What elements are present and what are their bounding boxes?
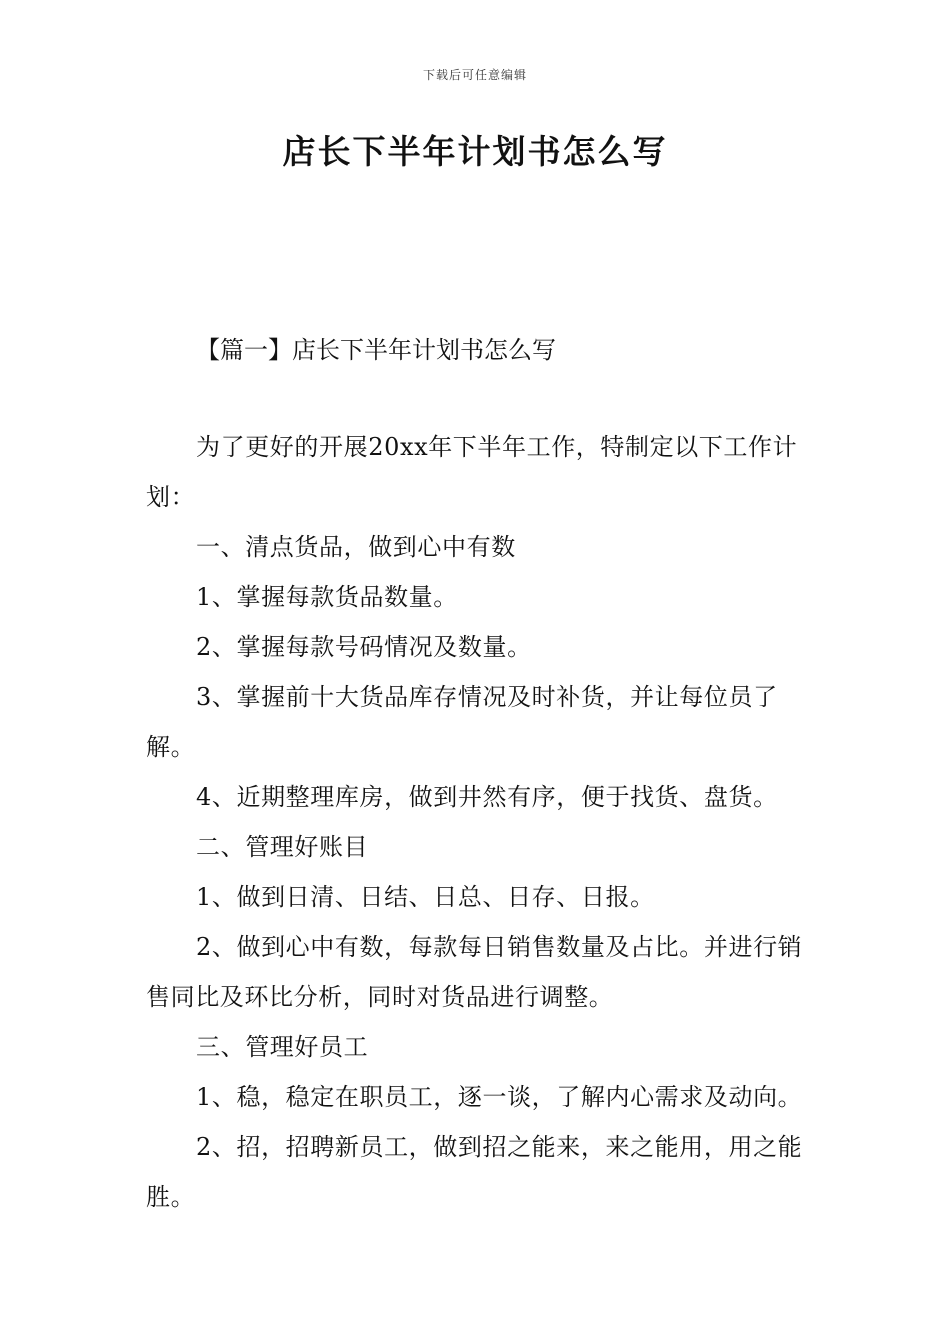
paragraph-item: 2、招，招聘新员工，做到招之能来，来之能用，用之能胜。 [146, 1133, 803, 1211]
paragraph-intro: 为了更好的开展20xx年下半年工作，特制定以下工作计划： [146, 433, 798, 511]
paragraph-heading-2: 二、管理好账目 [196, 833, 369, 861]
paragraph-item: 3、掌握前十大货品库存情况及时补货，并让每位员了解。 [146, 683, 778, 761]
paragraph-item: 2、做到心中有数，每款每日销售数量及占比。并进行销售同比及环比分析，同时对货品进行调整。 [146, 933, 803, 1011]
header-note: 下载后可任意编辑 [422, 68, 527, 82]
document-title: 店长下半年计划书怎么写 [282, 132, 668, 171]
paragraph-item: 1、做到日清、日结、日总、日存、日报。 [196, 883, 655, 911]
body-text [146, 422, 810, 1222]
paragraph-item: 2、掌握每款号码情况及数量。 [196, 633, 532, 661]
paragraph-heading-1: 一、清点货品，做到心中有数 [196, 533, 516, 561]
paragraph-item: 1、掌握每款货品数量。 [196, 583, 458, 611]
paragraph-heading-3: 三、管理好员工 [196, 1033, 369, 1061]
paragraph-item: 1、稳，稳定在职员工，逐一谈，了解内心需求及动向。 [196, 1083, 803, 1111]
paragraph-item: 4、近期整理库房，做到井然有序，便于找货、盘货。 [196, 783, 778, 811]
section-heading: 【篇一】店长下半年计划书怎么写 [196, 336, 556, 364]
